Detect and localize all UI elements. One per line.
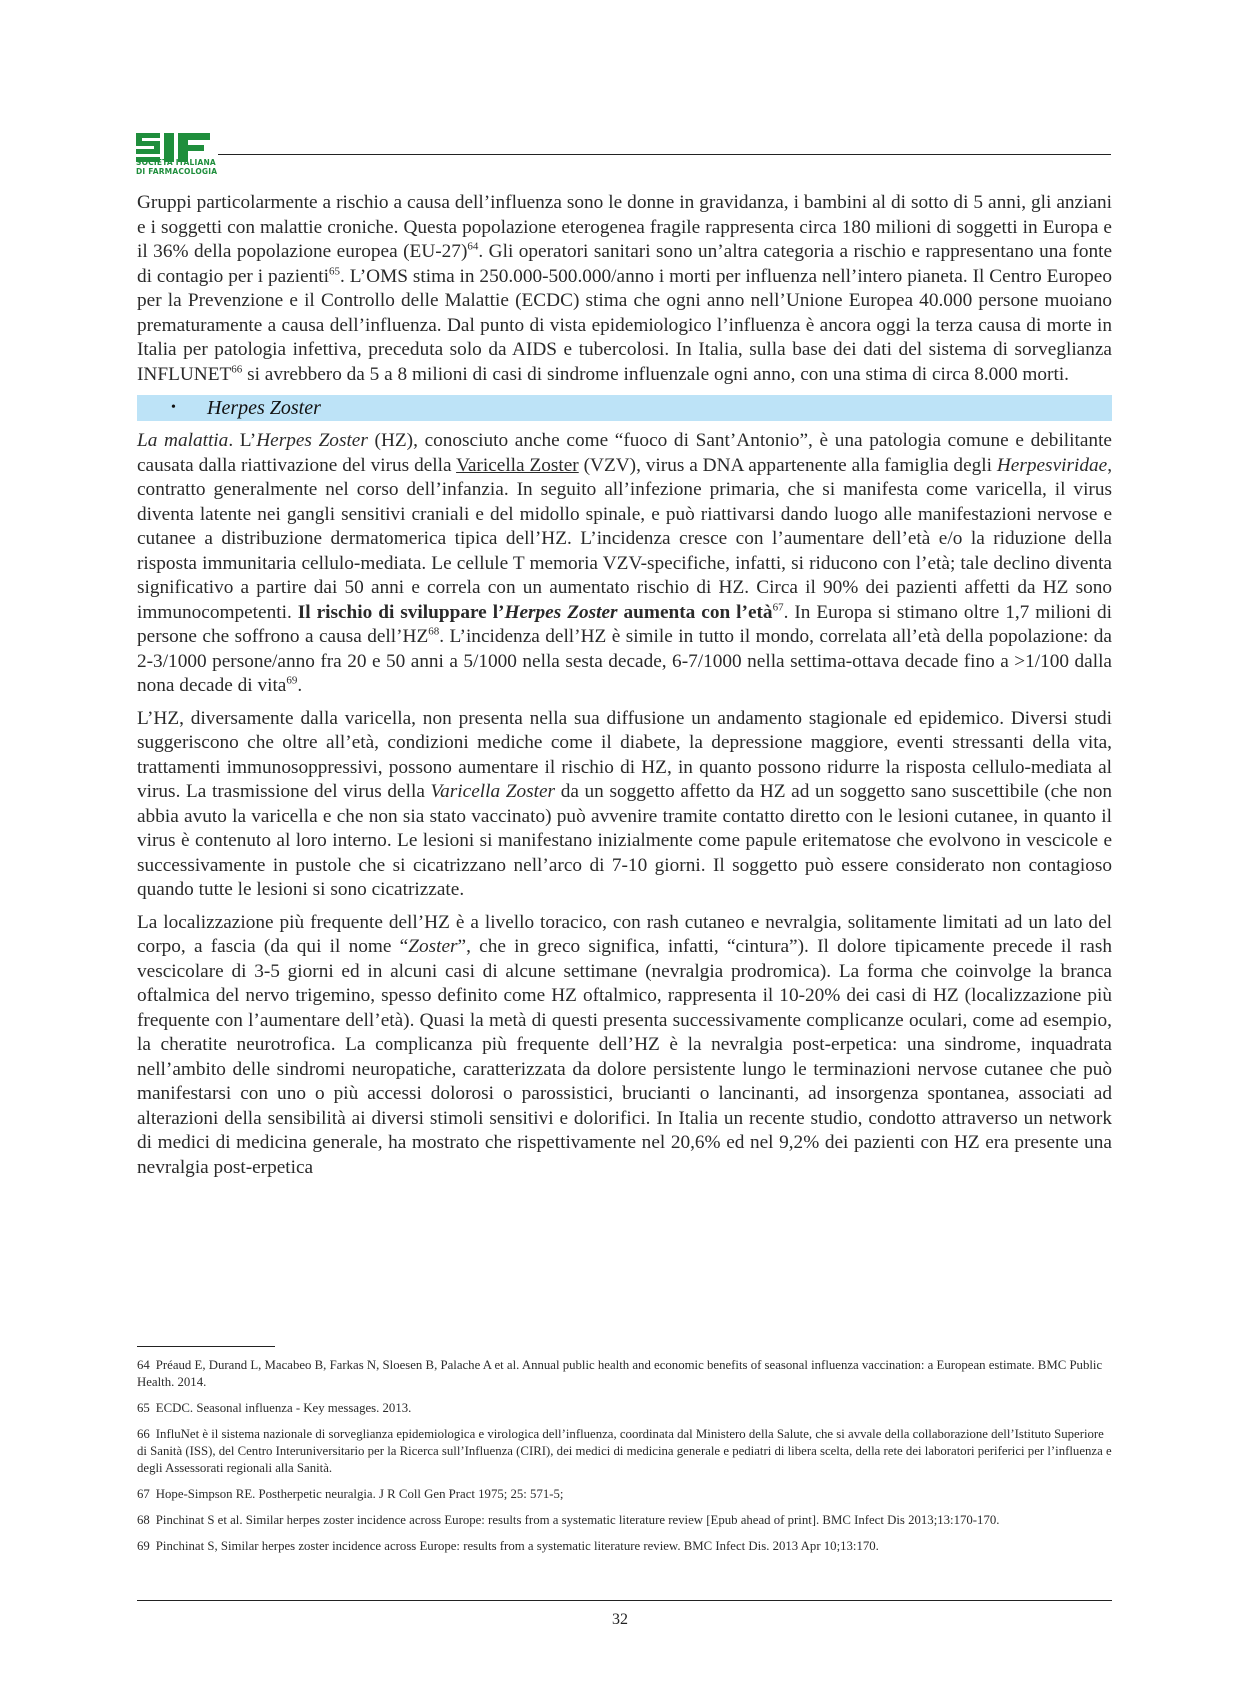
intro-paragraph: Gruppi particolarmente a rischio a causa dell’influenza sono le donne in gravidanza, i bambini al di sotto di 5 anni, gli anziani e i soggetti con malattie croniche. Questa popolazione eterogenea fragile rappresenta circa 180 milioni di soggetti in Europa e il 36% della popolazione europea $(EU-27)^{64}$. Gli operatori sanitari sono un’altra categoria a rischio e rappresentano una fonte di contagio per i pazienti$^{65}$. L’OMS stima in 250.000-500.000/anno i morti per influenza nell’intero pianeta. Il Centro Europeo per la Prevenzione e il Controllo delle Malattie (ECDC) stima che ogni anno nell’Unione Europea 40.000 persone muoiano prematuramente a causa dell’influenza. Dal punto di vista epidemiologico l’influenza è ancora oggi la terza causa di morte in Italia per patologia infettiva, preceduta solo da AIDS e tubercolosi. In Italia, sulla base dei dati del sistema di sorveglianza INFLUNET$^{66}$ si avrebbero da 5 a 8 milioni di casi di sindrome influenzale ogni anno, con una stima di circa 8.000 morti.	[137, 192, 1113, 385]
section-title: Herpes Zoster	[207, 396, 321, 419]
header-rule	[218, 154, 1111, 155]
hz-paragraph-1: La malattia. L’Herpes Zoster (HZ), conosciuto anche come “fuoco di Sant’Antonio”, è una patologia comune e debilitante causata dalla riattivazione del virus della Varicella Zoster (VZV), virus a DNA appartenente alla famiglia degli Herpesviridae, contratto generalmente nel corso dell’infanzia. In seguito all’infezione primaria, che si manifesta come varicella, il virus diventa latente nei gangli sensitivi craniali e del midollo spinale, e può riattivarsi dando luogo alle manifestazioni nervose e cutanee a distribuzione dermatomerica tipica dell’HZ. L’incidenza cresce con l’aumentare dell’età e/o la riduzione della risposta immunitaria cellulo-mediata. Le cellule T memoria VZV-specifiche, infatti, si riducono con l’età; tale declino diventa significativo a partire dai 50 anni e correla con un aumentato rischio di HZ. Circa il 90% dei pazienti affetti da HZ sono immunocompetenti. Il rischio di sviluppare l’Herpes Zoster aumenta con l’età$^{67}$. In Europa si stimano oltre 1,7 milioni di persone che soffrono a causa dell’HZ$^{68}$. L’incidenza dell’HZ è simile in tutto il mondo, correlata all’età della popolazione: da 2-3/1000 persone/anno fra 20 e 50 anni a 5/1000 nella sesta decade, 6-7/1000 nella settima-ottava decade fino a >1/100 dalla nona decade di vita$^{69}$.	[137, 430, 1113, 696]
page-number: 32	[612, 1611, 628, 1628]
bullet-icon: •	[171, 399, 176, 415]
logo-mark-text: SIF	[136, 131, 138, 132]
footnotes	[137, 1357, 1112, 1564]
footnote-ref-67[interactable]: 67	[772, 601, 784, 614]
footnote-ref-64[interactable]: 64	[467, 240, 479, 253]
footer-rule	[137, 1600, 1112, 1601]
logo-caption	[136, 158, 217, 176]
footnote-68: 68 Pinchinat S et al. Similar herpes zoster incidence across Europe: results from a systematic literature review [Epub ahead of print]. BMC Infect Dis 2013;13:170-170.	[137, 1513, 1000, 1527]
footnote-65: 65 ECDC. Seasonal influenza - Key messages. 2013.	[137, 1401, 412, 1415]
bold-statement: Il rischio di sviluppare l’Herpes Zoster aumenta con l’età	[297, 601, 773, 623]
footnote-67: 67 Hope-Simpson RE. Postherpetic neuralgia. J R Coll Gen Pract 1975; 25: 571-5;	[137, 1487, 564, 1501]
main-text	[137, 191, 1112, 1188]
footnote-69: 69 Pinchinat S, Similar herpes zoster incidence across Europe: results from a systematic literature review. BMC Infect Dis. 2013 Apr 10;13:170.	[137, 1539, 879, 1553]
footnote-64: 64 Préaud E, Durand L, Macabeo B, Farkas N, Sloesen B, Palache A et al. Annual public health and economic benefits of seasonal influenza vaccination: a European estimate. BMC Public Health. 2014.	[137, 1358, 1103, 1389]
footnote-rule	[137, 1346, 275, 1347]
footnote-ref-68[interactable]: 68	[428, 625, 440, 638]
footnote-66: 66 InfluNet è il sistema nazionale di sorveglianza epidemiologica e virologica dell’influenza, coordinata dal Ministero della Salute, che si avvale della collaborazione dell’Istituto Superiore di Sanità (ISS), del Centro Interuniversitario per la Ricerca sull’Influenza (CIRI), dei medici di medicina generale e pediatri di libera scelta, della rete dei laboratori periferici per l’influenza e degli Assessorati regionali alla Sanità.	[137, 1427, 1112, 1475]
hz-paragraph-2: L’HZ, diversamente dalla varicella, non presenta nella sua diffusione un andamento stagionale ed epidemico. Diversi studi suggeriscono che oltre all’età, condizioni mediche come il diabete, la depressione maggiore, eventi stressanti della vita, trattamenti immunosoppressivi, possono aumentare il rischio di HZ, in quanto possono ridurre la risposta cellulo-mediata al virus. La trasmissione del virus della Varicella Zoster da un soggetto affetto da HZ ad un soggetto sano suscettibile (che non abbia avuto la varicella e che non sia stato vaccinato) può avvenire tramite contatto diretto con le lesioni cutanee, in quanto il virus è contenuto al loro interno. Le lesioni si manifestano inizialmente come papule eritematose che evolvono in vescicole e successivamente in pustole che si cicatrizzano nell’arco di 7-10 giorni. Il soggetto può essere considerato non contagioso quando tutte le lesioni si sono cicatrizzate.	[137, 707, 1112, 900]
logo-line-2: DI FARMACOLOGIA	[136, 167, 218, 176]
section-heading-herpes-zoster	[137, 395, 1112, 421]
hz-paragraph-3: La localizzazione più frequente dell’HZ è a livello toracico, con rash cutaneo e nevralgia, solitamente limitati ad un lato del corpo, a fascia (da qui il nome “Zoster”, che in greco significa, infatti, “cintura”). Il dolore tipicamente precede il rash vescicolare di 3-5 giorni ed in alcuni casi di alcune settimane (nevralgia prodromica). La forma che coinvolge la branca oftalmica del nervo trigemino, spesso definito come HZ oftalmico, rappresenta il 10-20% dei casi di HZ (localizzazione più frequente con l’aumentare dell’età). Quasi la metà di questi presenta successivamente complicanze oculari, come ad esempio, la cheratite neurotrofica. La complicanza più frequente dell’HZ è la nevralgia post-erpetica: una sindrome, inquadrata nell’ambito delle sindromi neuropatiche, caratterizzata da dolore persistente lungo le terminazioni nervose cutanee che può manifestarsi con uno o più accessi dolorosi o parossistici, brucianti o lancinanti, ad insorgenza spontanea, associati ad alterazioni della sensibilità ai diversi stimoli sensitivi e dolorifici. In Italia un recente studio, condotto attraverso un network di medici di medicina generale, ha mostrato che rispettivamente nel 20,6% ed nel 9,2% dei pazienti con HZ era presente una nevralgia post-erpetica	[137, 911, 1112, 1178]
vzv-link[interactable]: Varicella Zoster	[456, 454, 579, 476]
footnote-ref-69[interactable]: 69	[286, 674, 298, 687]
footnote-ref-65[interactable]: 65	[329, 265, 341, 278]
footnote-ref-66[interactable]: 66	[231, 363, 243, 376]
logo-line-1: SOCIETÀ ITALIANA	[136, 158, 216, 167]
